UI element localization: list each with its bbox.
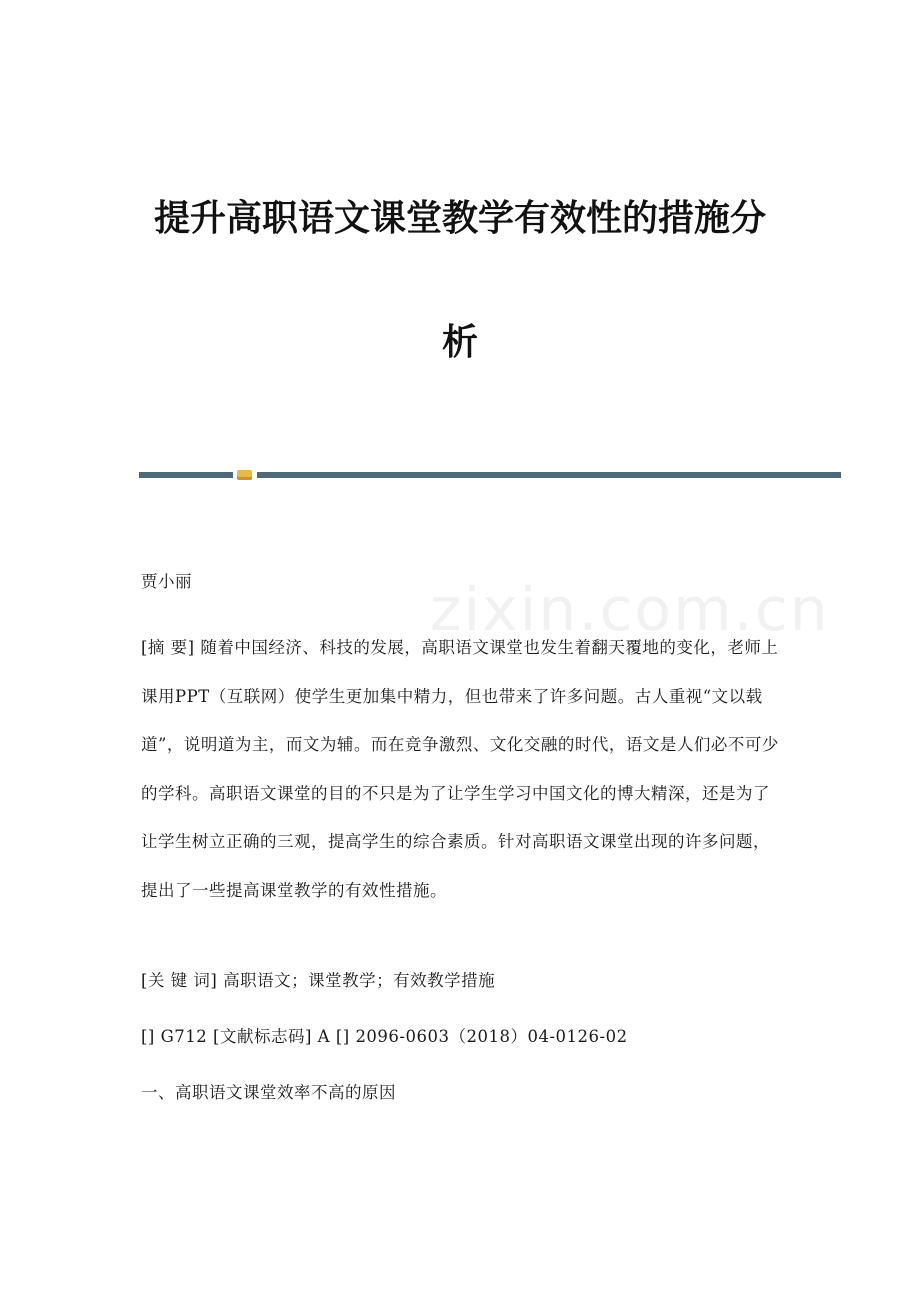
author-name: 贾小丽 <box>141 572 192 591</box>
section-heading: 一、高职语文课堂效率不高的原因 <box>141 1083 396 1102</box>
divider-badge-icon <box>237 470 252 480</box>
divider-bar-right <box>257 472 841 478</box>
divider-bar-left <box>139 472 233 478</box>
abstract-paragraph: [摘 要] 随着中国经济、科技的发展，高职语文课堂也发生着翻天覆地的变化，老师上课用PPT（互联网）使学生更加集中精力，但也带来了许多问题。古人重视“文以载道”，说明道为主，而文为辅。而在竞争激烈、文化交融的时代，语文是人们必不可少的学科。高职语文课堂的目的不只是为了让学生学习中国文化的博大精深，还是为了让学生树立正确的三观，提高学生的综合素质。针对高职语文课堂出现的许多问题，提出了一些提高课堂教学的有效性措施。 <box>141 638 779 900</box>
title-divider <box>139 470 841 480</box>
page-title-line-2: 析 <box>441 322 478 363</box>
watermark: zixin.com.cn <box>430 575 830 645</box>
classification-line: [] G712 [文献标志码] A [] 2096-0603（2018）04-0126-02 <box>141 1027 628 1046</box>
keywords-line: [关 键 词] 高职语文；课堂教学；有效教学措施 <box>141 971 496 990</box>
page-title-line-1: 提升高职语文课堂教学有效性的措施分 <box>153 198 766 239</box>
